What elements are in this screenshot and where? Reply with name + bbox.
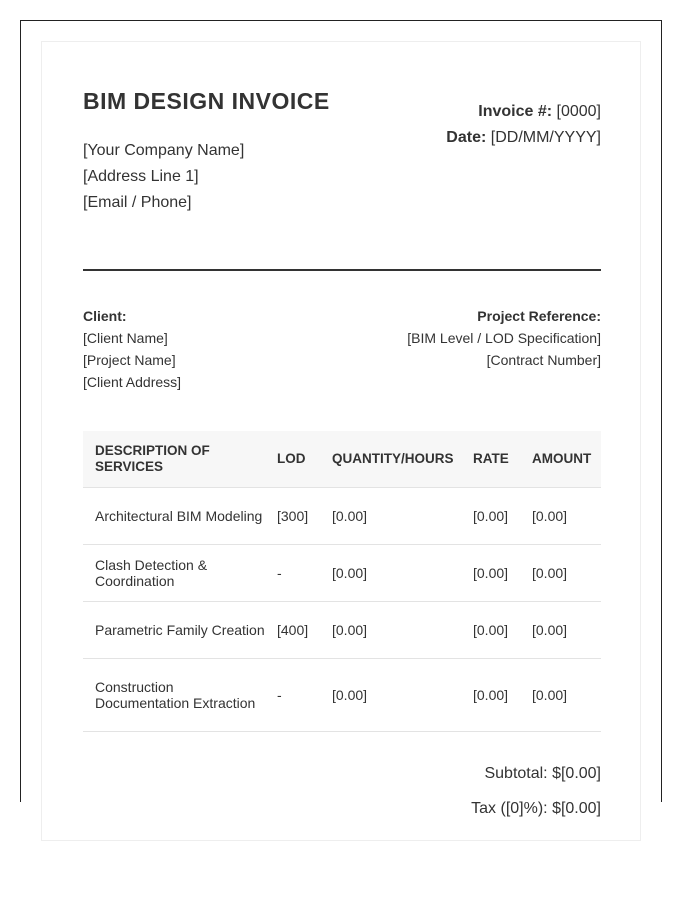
row-rate: [0.00]	[473, 658, 532, 731]
client-block	[83, 305, 181, 393]
row-description: Clash Detection & Coordination	[83, 544, 277, 601]
client-label: Client:	[83, 308, 127, 324]
row-lod: [300]	[277, 487, 332, 544]
row-rate: [0.00]	[473, 544, 532, 601]
header-divider	[83, 269, 601, 271]
row-quantity: [0.00]	[332, 544, 473, 601]
invoice-date-label: Date:	[446, 129, 487, 146]
table-row	[83, 658, 601, 731]
table-row	[83, 487, 601, 544]
company-address: [Address Line 1]	[83, 168, 199, 185]
row-lod: -	[277, 544, 332, 601]
tax-line: Tax ([0]%): $[0.00]	[471, 800, 601, 817]
row-rate: [0.00]	[473, 601, 532, 658]
row-amount: [0.00]	[532, 487, 601, 544]
totals-block	[471, 762, 601, 832]
row-amount: [0.00]	[532, 658, 601, 731]
row-lod: [400]	[277, 601, 332, 658]
header-amount: AMOUNT	[532, 431, 601, 487]
invoice-date: [DD/MM/YYYY]	[490, 129, 601, 146]
table-header-row	[83, 431, 601, 487]
row-description: Architectural BIM Modeling	[83, 487, 277, 544]
header-rate: RATE	[473, 431, 532, 487]
header-lod: LOD	[277, 431, 332, 487]
table-row	[83, 601, 601, 658]
client-name: [Client Name]	[83, 330, 168, 346]
company-contact: [Email / Phone]	[83, 194, 192, 211]
client-project-name: [Project Name]	[83, 352, 176, 368]
company-name: [Your Company Name]	[83, 142, 245, 159]
invoice-page	[41, 41, 641, 841]
row-description: Construction Documentation Extraction	[83, 658, 277, 731]
header-description: DESCRIPTION OF SERVICES	[83, 431, 277, 487]
services-table	[83, 431, 601, 732]
client-address: [Client Address]	[83, 374, 182, 390]
subtotal: Subtotal: $[0.00]	[484, 765, 601, 782]
invoice-date-line	[446, 125, 601, 151]
row-rate: [0.00]	[473, 487, 532, 544]
bim-level-spec: [BIM Level / LOD Specification]	[407, 330, 601, 346]
row-description: Parametric Family Creation	[83, 601, 277, 658]
project-reference-block	[407, 305, 601, 371]
row-quantity: [0.00]	[332, 487, 473, 544]
header-quantity: QUANTITY/HOURS	[332, 431, 473, 487]
row-quantity: [0.00]	[332, 658, 473, 731]
invoice-number-line	[446, 99, 601, 125]
invoice-number-label: Invoice #:	[478, 103, 553, 120]
project-reference-label: Project Reference:	[477, 308, 601, 324]
row-quantity: [0.00]	[332, 601, 473, 658]
row-lod: -	[277, 658, 332, 731]
table-row	[83, 544, 601, 601]
invoice-meta	[446, 99, 601, 151]
contract-number: [Contract Number]	[486, 352, 601, 368]
invoice-title: BIM DESIGN INVOICE	[83, 88, 330, 114]
row-amount: [0.00]	[532, 601, 601, 658]
row-amount: [0.00]	[532, 544, 601, 601]
company-info	[83, 138, 244, 216]
invoice-number: [0000]	[556, 103, 601, 120]
document-frame	[20, 20, 662, 817]
